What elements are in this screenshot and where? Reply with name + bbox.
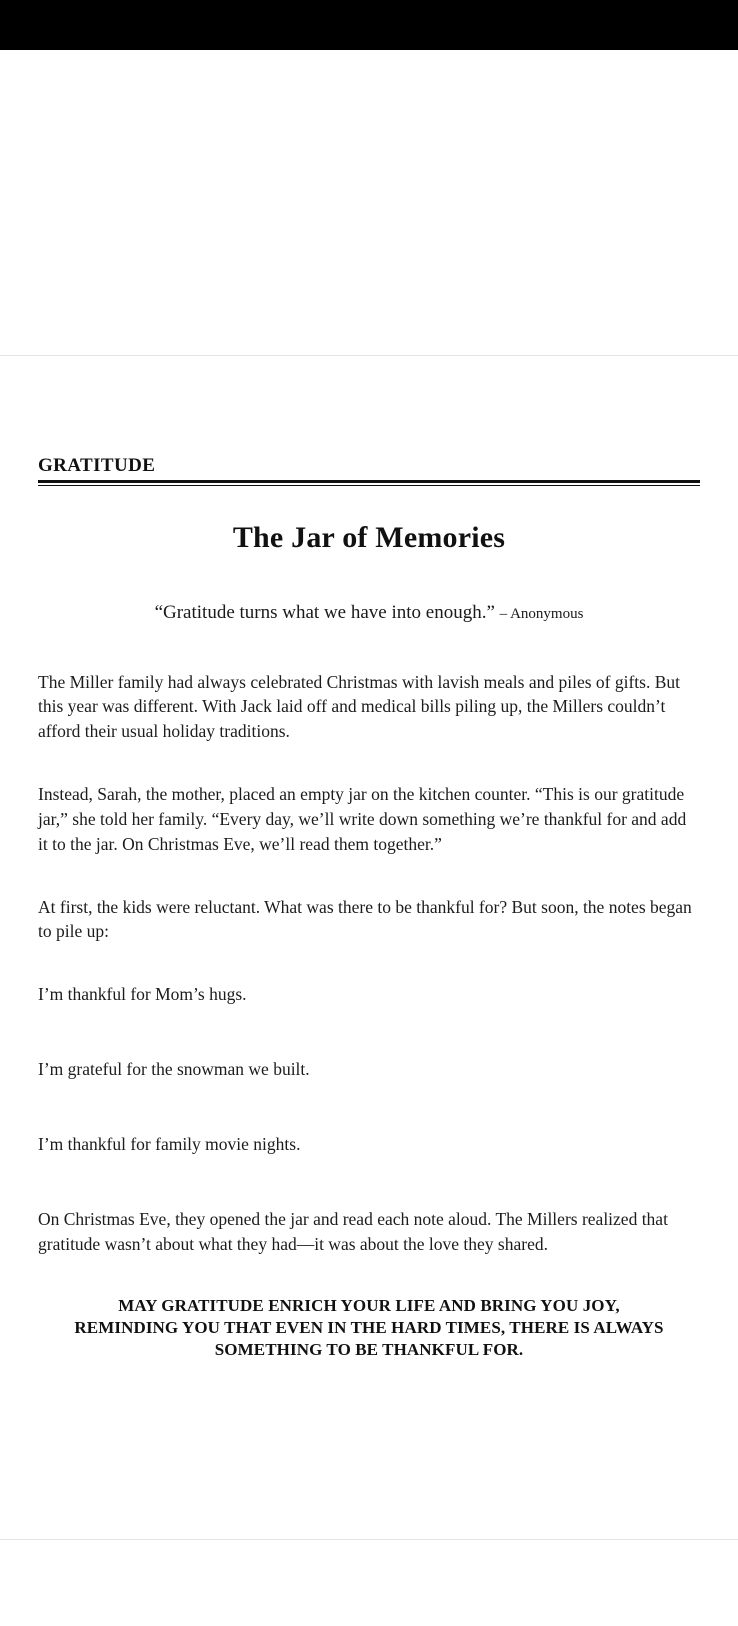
body-paragraph: The Miller family had always celebrated Christmas with lavish meals and piles of gifts. But this year was different. With Jack laid off and medical bills piling up, the Millers couldn’t afford their usual holiday traditions. [38,671,681,742]
bottom-blank-region [0,1540,738,1626]
pull-quote-text: “Gratitude turns what we have into enough.” [154,601,495,623]
masthead-spacer [38,356,700,456]
body-paragraph: Instead, Sarah, the mother, placed an empty jar on the kitchen counter. “This is our gratitude jar,” she told her family. “Every day, we’ll write down something we’re thankful for and add it to the jar. On Christmas Eve, we’ll read them together.” [38,784,687,854]
benediction-line: REMINDING YOU THAT EVEN IN THE HARD TIMES, THERE IS ALWAYS [74,1317,664,1337]
pull-quote-attribution: – Anonymous [499,605,584,622]
top-black-bar [0,0,738,50]
pull-quote [38,600,700,626]
benediction-block [38,1295,700,1362]
article-sheet [0,356,738,1362]
section-kicker-label: GRATITUDE [38,455,156,476]
benediction-line: SOMETHING TO BE THANKFUL FOR. [214,1340,524,1360]
gratitude-note-item: I’m thankful for family movie nights. [38,1134,301,1155]
kicker-double-rule [38,480,700,486]
closing-paragraph: On Christmas Eve, they opened the jar and read each note aloud. The Millers realized that gratitude wasn’t about what they had—it was about the love they shared. [38,1208,668,1254]
upper-blank-region [0,50,738,355]
page-title: The Jar of Memories [232,520,506,554]
gratitude-note-item: I’m thankful for Mom’s hugs. [38,984,247,1005]
lower-blank-region [0,1362,738,1539]
body-paragraph: At first, the kids were reluctant. What was there to be thankful for? But soon, the notes began to pile up: [38,896,692,942]
benediction-line: MAY GRATITUDE ENRICH YOUR LIFE AND BRING YOU JOY, [118,1295,620,1315]
gratitude-note-item: I’m grateful for the snowman we built. [38,1059,310,1080]
